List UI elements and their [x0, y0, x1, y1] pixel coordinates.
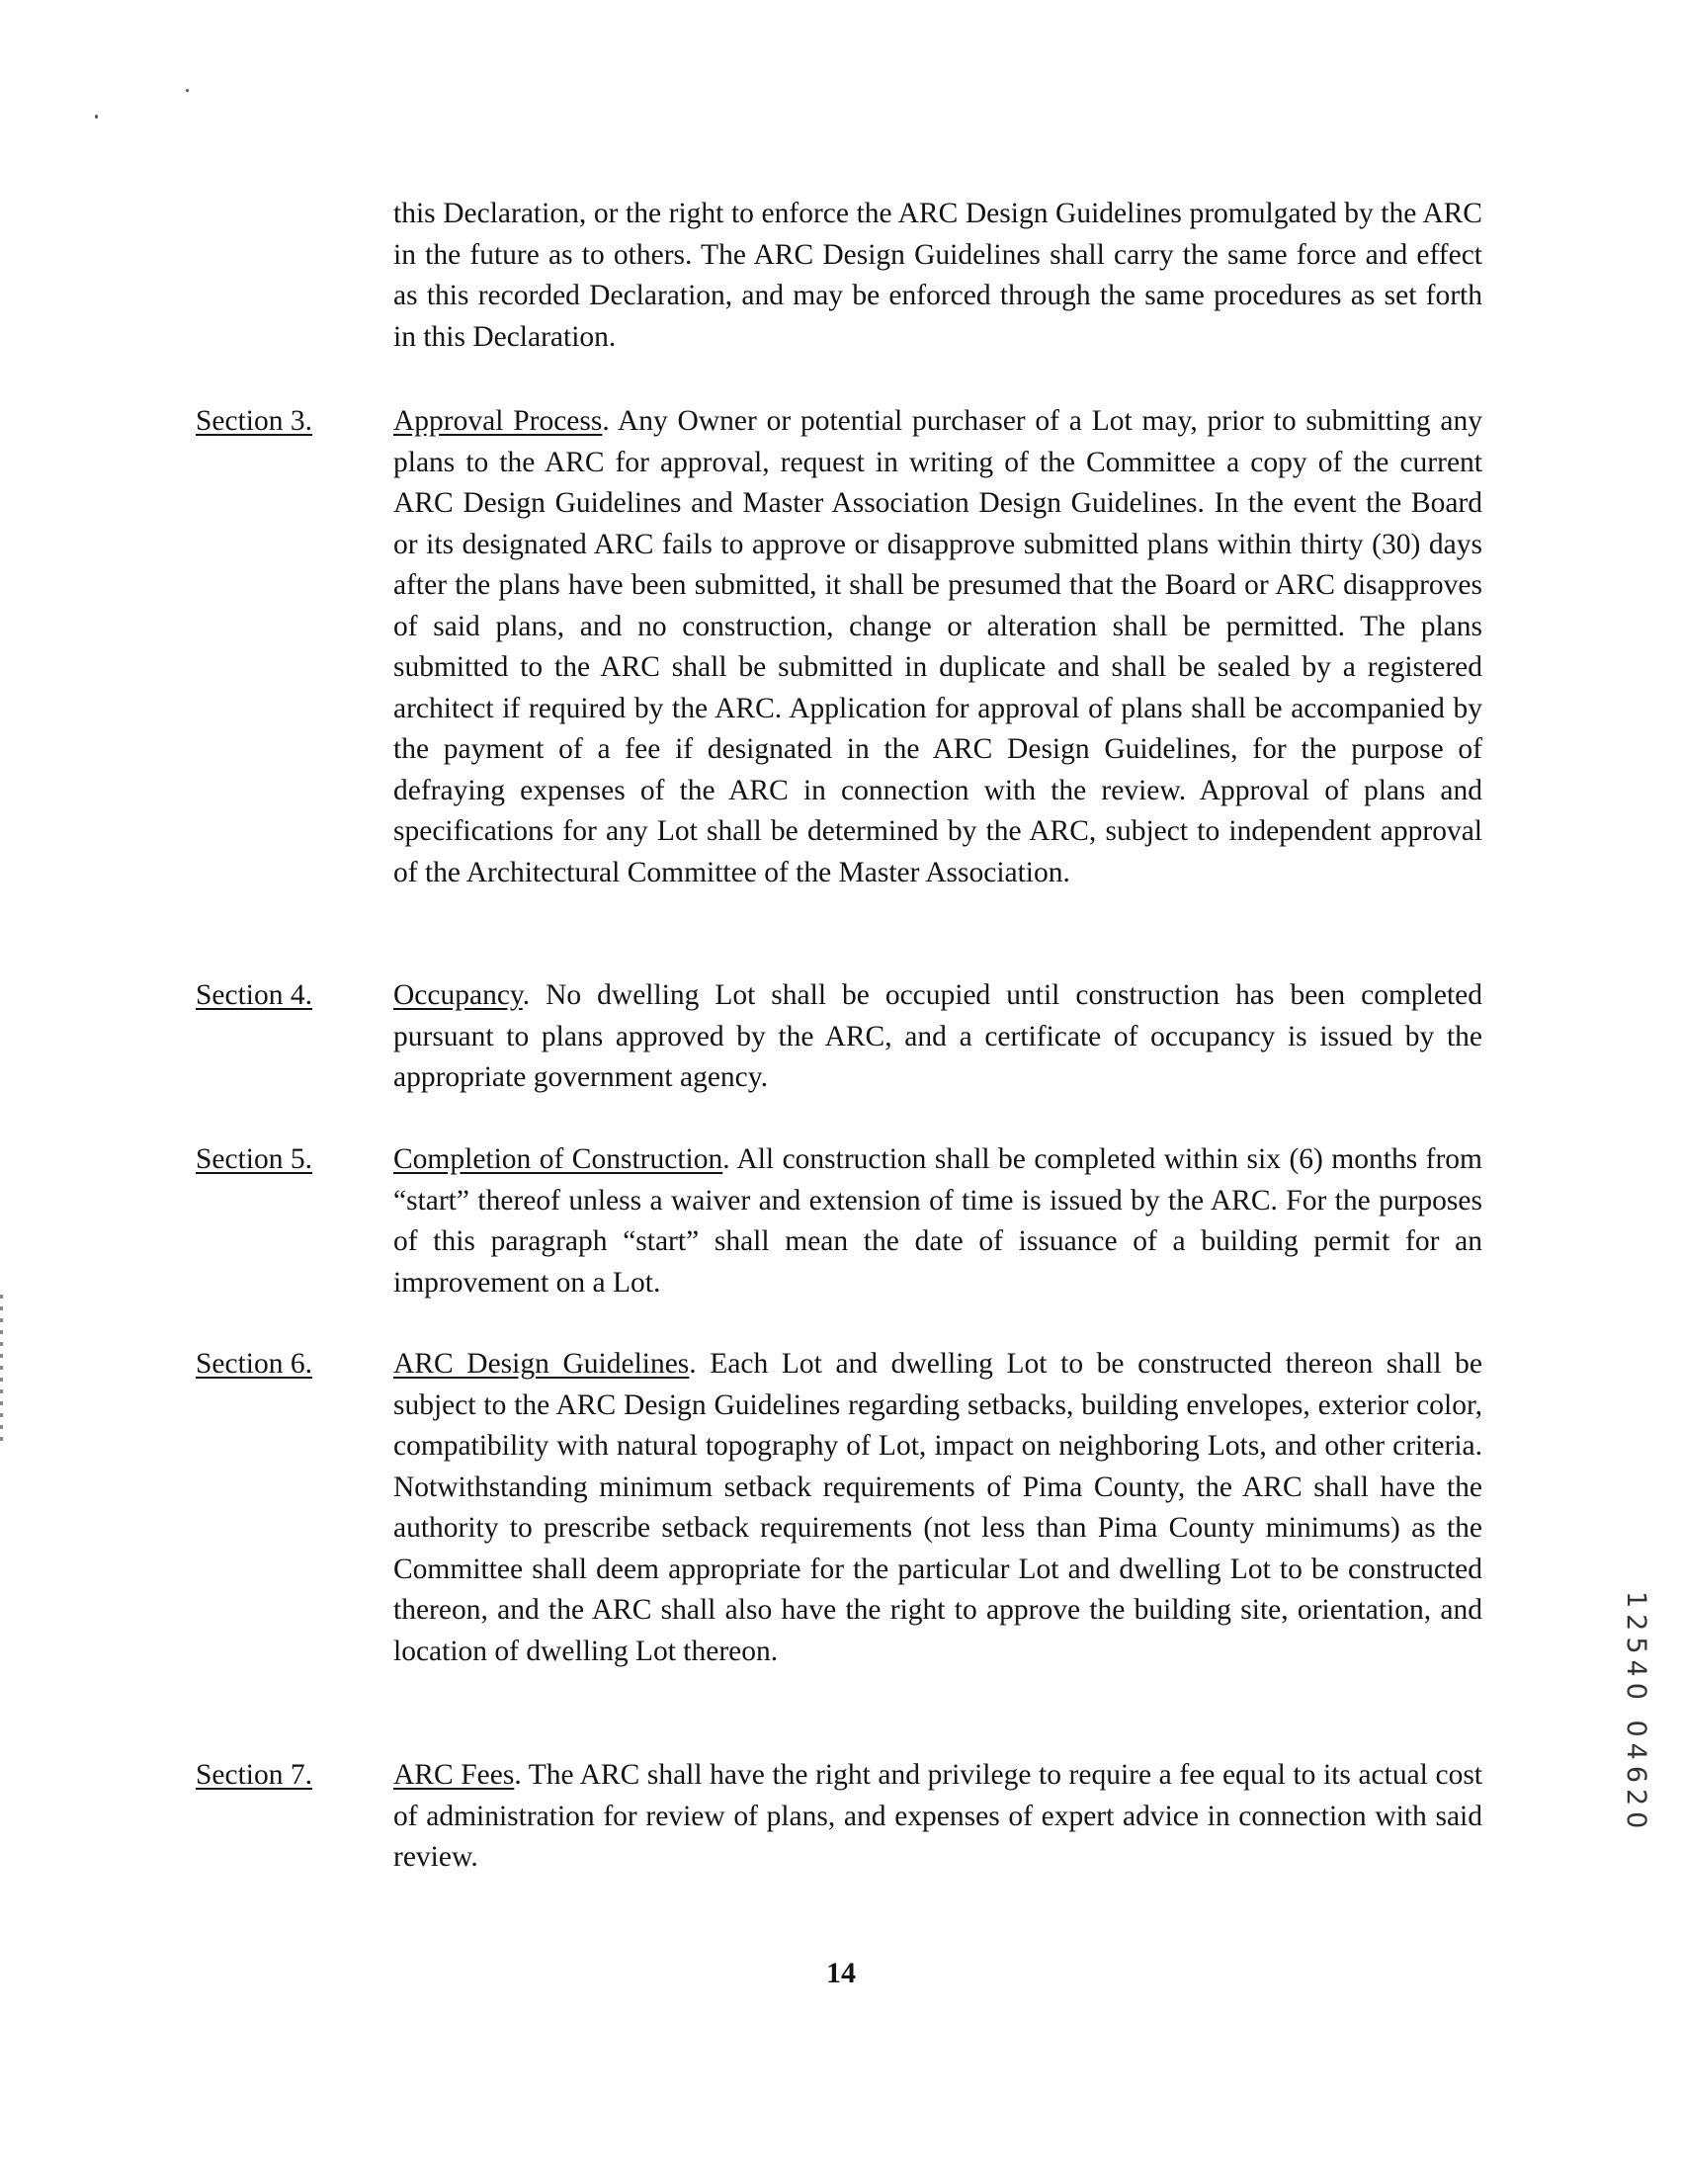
- margin-scan-marks: [0, 1295, 3, 1443]
- page-number: 14: [826, 1957, 856, 1989]
- section-label: Section 7.: [196, 1759, 312, 1791]
- section-text: . All construction shall be completed within six (6) months from “start” thereof unless a waiver and extension of time is issued by the ARC. For the purposes of this paragraph “start” shall mean the date of issuance of a building permit for an improvement on a Lot.: [393, 1143, 1482, 1299]
- section-heading: ARC Design Guidelines: [393, 1348, 690, 1380]
- section-label: Section 6.: [196, 1348, 312, 1380]
- section-heading: Occupancy: [393, 979, 523, 1011]
- recording-number: 12540 04620: [1621, 1591, 1651, 1835]
- section-5: [196, 1139, 1482, 1303]
- section-heading: Approval Process: [393, 405, 603, 437]
- scan-speck: [186, 89, 189, 92]
- section-text: . Each Lot and dwelling Lot to be constructed thereon shall be subject to the ARC Design Guidelines regarding setbacks, building envelopes, exterior color, compatibility with natural topography of Lot, impact on neighboring Lots, and other criteria. Notwithstanding minimum setback requirements of Pima County, the ARC shall have the authority to prescribe setback requirements (not less than Pima County minimums) as the Committee shall deem appropriate for the particular Lot and dwelling Lot to be constructed thereon, and the ARC shall also have the right to approve the building site, orientation, and location of dwelling Lot thereon.: [393, 1348, 1483, 1667]
- section-3: [196, 401, 1482, 893]
- section-label: Section 4.: [196, 979, 312, 1011]
- section-body: [393, 1139, 1482, 1303]
- section-4: [196, 975, 1482, 1099]
- section-body: [393, 401, 1482, 893]
- section-heading: Completion of Construction: [393, 1143, 723, 1175]
- section-text: . No dwelling Lot shall be occupied until construction has been completed pursuant to plans approved by the ARC, and a certificate of occupancy is issued by the appropriate government agency.: [393, 979, 1482, 1093]
- section-text: . Any Owner or potential purchaser of a Lot may, prior to submitting any plans to the ARC for approval, request in writing of the Committee a copy of the current ARC Design Guidelines and Master Association Design Guidelines. In the event the Board or its designated ARC fails to approve or disapprove submitted plans within thirty (30) days after the plans have been submitted, it shall be presumed that the Board or ARC disapproves of said plans, and no construction, change or alteration shall be permitted. The plans submitted to the ARC shall be submitted in duplicate and shall be sealed by a registered architect if required by the ARC. Application for approval of plans shall be accompanied by the payment of a fee if designated in the ARC Design Guidelines, for the purpose of defraying expenses of the ARC in connection with the review. Approval of plans and specifications for any Lot shall be determined by the ARC, subject to independent approval of the Architectural Committee of the Master Association.: [393, 405, 1483, 888]
- section-body: [393, 1344, 1482, 1672]
- section-body: [393, 975, 1482, 1099]
- section-7: [196, 1755, 1482, 1879]
- continuation-paragraph: this Declaration, or the right to enforce the ARC Design Guidelines promulgated by the ARC in the future as to others. The ARC Design Guidelines shall carry the same force and effect as this recorded Declaration, and may be enforced through the same procedures as set forth in this Declaration.: [393, 198, 1482, 353]
- scan-speck: [95, 115, 98, 119]
- section-6: [196, 1344, 1482, 1672]
- section-label: Section 5.: [196, 1143, 312, 1175]
- section-text: . The ARC shall have the right and privilege to require a fee equal to its actual cost of administration for review of plans, and expenses of expert advice in connection with said review.: [393, 1759, 1482, 1873]
- section-heading: ARC Fees: [393, 1759, 515, 1791]
- section-body: [393, 1755, 1482, 1879]
- section-label: Section 3.: [196, 405, 312, 437]
